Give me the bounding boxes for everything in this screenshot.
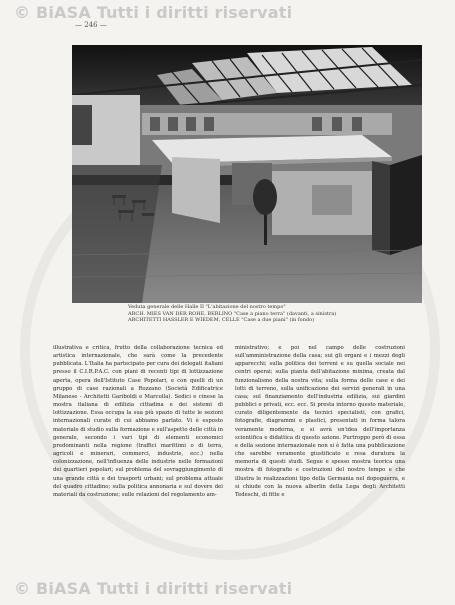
- photo-caption: [128, 304, 368, 324]
- right-column-text: ministrativo; e poi nel campo delle costruzioni sull'amministrazione della casa; sui gli organi e i mezzi degli apparecchi; sulla politica dei terreni e su quella sociale nei centri operai; sulla pianta dell'abitazione minima, creata dal funzionalismo della nostra vita; sulla forma delle case e dei lotti di terreno, sulla unificazione dei servizi generali in una casa; sul finanziamento dell'industria edilizia, sui giardini pubblici e privati, ecc. ecc. Si presta intorno questo materiale, curato diligentemente da tecnici specialisti, con grafici, fotografie, diagrammi e plastici, presentati in forma talora veramente moderna, e si avrà un'idea dell'importanza scientifica e didattica di questo azione. Purtroppo però di essa e della sezione internazionale non si è fatta una pubblicazione che sarebbe veramente giustificato e resa duratura la memoria di questi studi. Segue e spesso mostra teorica una mostra di fotografie e costruzioni del nostro tempo e che illustra le realizzazioni tipo della Germania nel dopoguerra, e si chiude con la nuova alberlin della Lega degli Architetti Tedeschi, di fitte e: [235, 345, 405, 498]
- watermark-bottom: © BiASA Tutti i diritti riservati: [14, 579, 293, 598]
- text-column-left: [53, 344, 223, 499]
- page-number: — 246 —: [75, 21, 107, 29]
- watermark-top: © BiASA Tutti i diritti riservati: [14, 3, 293, 22]
- article-body: [53, 344, 405, 499]
- exhibition-hall-illustration: [72, 45, 422, 303]
- exhibition-hall-photo: [72, 45, 422, 303]
- caption-line-3: ARCHITETTI HASSLER E WIEDEM, CELLE "Case a due piani" (in fondo): [128, 317, 315, 323]
- caption-line-1: Veduta generale delle Halle II "L'abitazione del nostro tempo": [128, 304, 286, 310]
- left-column-text: illustrativa e critica, frutto della collaborazione tecnica ed artistica internazionale, che sarà come la precedente pubblicata. L'Italia ha partecipato per cura dei delegati italiani presso il C.I.R.P.A.C. con piani di recenti tipi di lottizzazione aperta, opera dell'Istituto Case Popolari, e con quelli di un gruppo di case razionali a Rozzano (Società Edificatrice Milanese - Architetti Gariboldi e Marcolla). Sedici e cinese la mostra italiana di edilizia cittadina e dei sistemi di lottizzazione. Essa occupa la sua più spazio di tutte le sezioni internazionali curate di cui abbiamo parlato. Vi è esposto materiale di studio sulla formazione e sull'aspetto delle città in generale, secondo i vari tipi di elementi economici predominanti nella regione (traffici marittimi o di terra, agricoli e minerari, commerci, industrie, ecc.) nella colonizzazione, nell'influenza delle industrie nelle formazioni dei quartieri popolari; sul problema del sovraggiungimento di una grande città e dei trasporti urbani; sul problema attuale del quadro cittadino; sulla politica annonaria e sul dovere dei materiali da costruzione; sulle relazioni del regolamento am-: [53, 345, 223, 498]
- text-column-right: [235, 344, 405, 499]
- caption-line-2: ARCH. MIES VAN DER ROHE, BERLINO "Case a piano terra" (davanti, a sinistra): [128, 310, 337, 317]
